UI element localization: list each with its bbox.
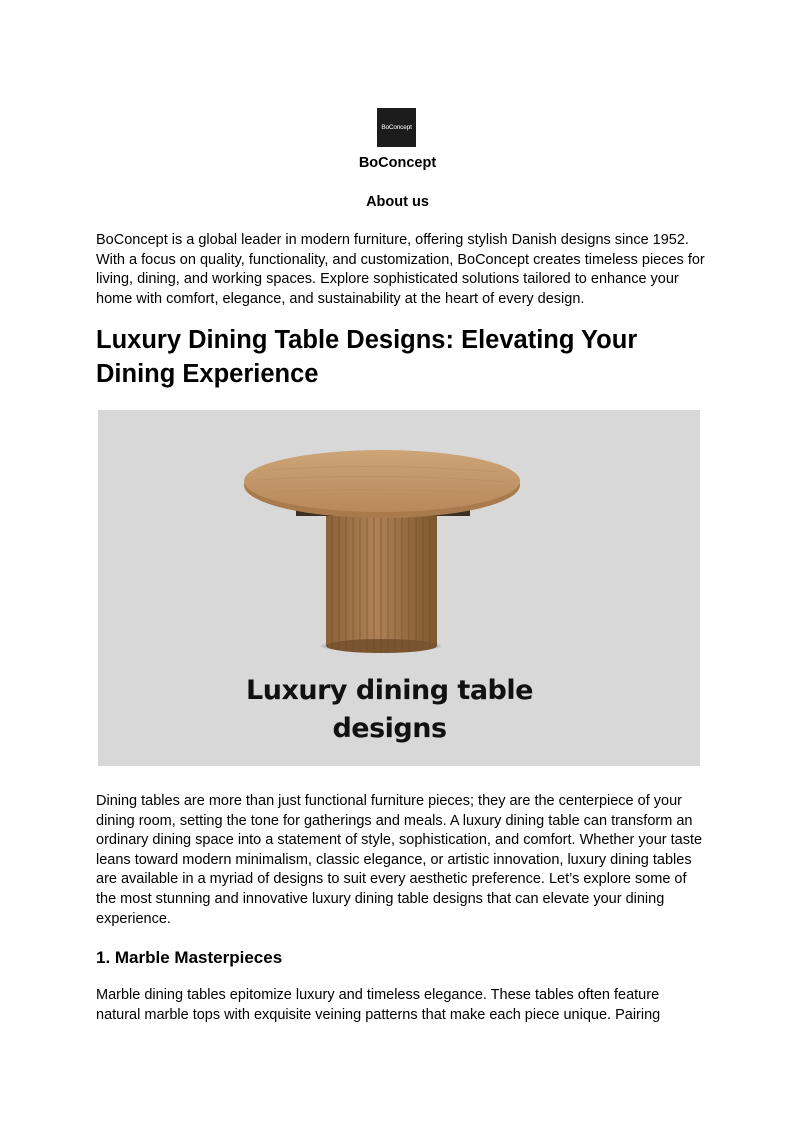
hero-caption-line-2: designs	[332, 713, 447, 744]
hero-image	[98, 410, 700, 766]
about-heading: About us	[366, 194, 429, 210]
section-heading-marble: 1. Marble Masterpieces	[96, 948, 283, 967]
article-paragraph: Dining tables are more than just functional furniture pieces; they are the centerpiece of your dining room, setting the tone for gatherings and meals. A luxury dining table can transform an ordinary dining space into a statement of style, sophistication, and comfort. Whether your taste leans toward modern minimalism, classic elegance, or artistic innovation, luxury dining tables are available in a myriad of designs to suit every aesthetic preference. Let’s explore some of the most stunning and innovative luxury dining table designs that can elevate your dining experience.	[96, 793, 703, 927]
logo-text: BoConcept	[381, 124, 412, 131]
hero-caption	[98, 672, 681, 748]
brand-name: BoConcept	[358, 155, 437, 171]
table-base	[326, 510, 437, 653]
hero-caption-line-1: Luxury dining table	[246, 675, 533, 706]
section-paragraph-marble: Marble dining tables epitomize luxury and timeless elegance. These tables often feature natural marble tops with exquisite veining patterns that make each piece unique. Pairing	[96, 987, 661, 1023]
table-top	[244, 450, 520, 518]
article-title: Luxury Dining Table Designs: Elevating Your Dining Experience	[96, 326, 638, 388]
intro-paragraph: BoConcept is a global leader in modern furniture, offering stylish Danish designs since 1952. With a focus on quality, functionality, and customization, BoConcept creates timeless pieces for living, dining, and working spaces. Explore sophisticated solutions tailored to enhance your home with comfort, elegance, and sustainability at the heart of every design.	[96, 232, 705, 307]
boconcept-logo[interactable]	[377, 108, 416, 147]
